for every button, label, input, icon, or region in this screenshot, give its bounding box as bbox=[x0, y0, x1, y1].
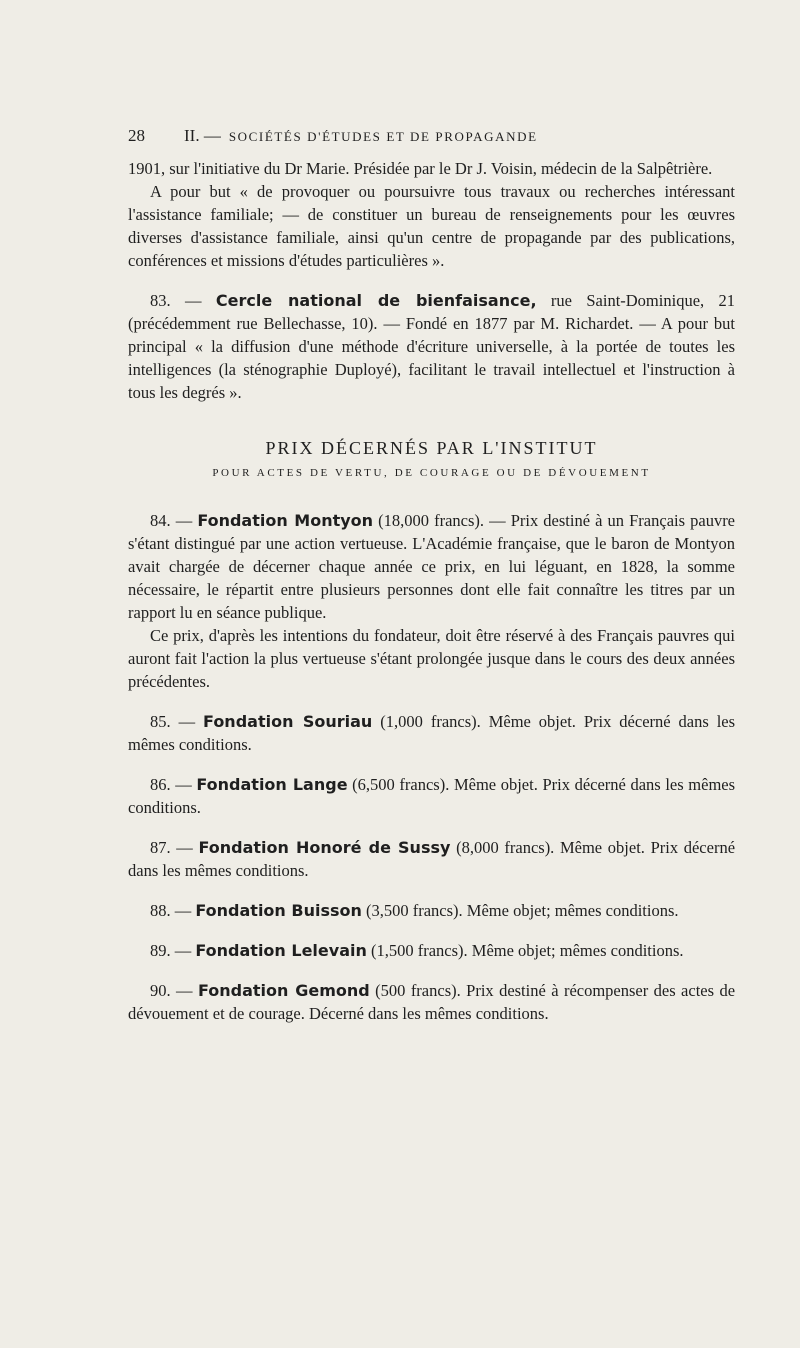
entry-number: 88. — bbox=[150, 901, 192, 920]
entry-88 bbox=[128, 899, 735, 922]
entry-text: (18,000 francs). — Prix destiné à un Français pauvre s'étant distingué par une action vertueuse. L'Académie française, que le baron de Montyon avait chargée de décerner chaque année ce prix, en lui léguant, en 1828, la somme nécessaire, le répartit entre plusieurs personnes dont elle fait connaître les titres par un rapport lu en séance publique. bbox=[128, 511, 736, 622]
page-number: 28 bbox=[128, 126, 145, 145]
entry-number: 89. — bbox=[150, 941, 192, 960]
entry-text: (1,500 francs). Même objet; mêmes conditions. bbox=[366, 941, 684, 960]
entry-name: Fondation Lelevain bbox=[195, 941, 367, 960]
entry-89 bbox=[128, 939, 735, 962]
entry-85 bbox=[128, 710, 735, 756]
entry-83 bbox=[128, 289, 735, 404]
entry-text: (8,000 francs). Même objet. Prix décerné dans les mêmes conditions. bbox=[128, 838, 736, 880]
entry-text: (3,500 francs). Même objet; mêmes conditions. bbox=[361, 901, 679, 920]
entry-name: Fondation Honoré de Sussy bbox=[198, 838, 451, 857]
section-subtitle: POUR ACTES DE VERTU, DE COURAGE OU DE DÉVOUEMENT bbox=[212, 467, 651, 479]
entry-90 bbox=[128, 979, 735, 1025]
entry-84 bbox=[128, 509, 735, 624]
entry-number: 83. — bbox=[150, 291, 202, 310]
entry-text: (500 francs). Prix destiné à récompenser des actes de dévouement et de courage. Décerné dans les mêmes conditions. bbox=[128, 981, 736, 1023]
intro-paragraph-1: 1901, sur l'initiative du Dr Marie. Présidée par le Dr J. Voisin, médecin de la Salpêtrière. bbox=[128, 159, 713, 178]
entry-name: Cercle national de bienfaisance, bbox=[215, 291, 537, 310]
entry-number: 87. — bbox=[150, 838, 193, 857]
header-title: SOCIÉTÉS D'ÉTUDES ET DE PROPAGANDE bbox=[228, 129, 538, 144]
entry-name: Fondation Lange bbox=[196, 775, 348, 794]
entry-text: rue Saint-Dominique, 21 (précédemment rue Bellechasse, 10). — Fondé en 1877 par M. Richardet. — A pour but principal « la diffusion d'une méthode d'écriture universelle, à la portée de toutes les intelligences (la sténographie Duployé), facilitant le travail intellectuel et l'instruction à tous les degrés ». bbox=[128, 291, 736, 402]
entry-name: Fondation Buisson bbox=[195, 901, 362, 920]
entry-number: 84. — bbox=[150, 511, 193, 530]
entry-number: 85. — bbox=[150, 712, 196, 731]
entry-name: Fondation Souriau bbox=[203, 712, 373, 731]
entry-87 bbox=[128, 836, 735, 882]
entry-number: 90. — bbox=[150, 981, 193, 1000]
entry-name: Fondation Gemond bbox=[197, 981, 370, 1000]
section-title: PRIX DÉCERNÉS PAR L'INSTITUT bbox=[265, 438, 598, 458]
entry-84-continuation: Ce prix, d'après les intentions du fondateur, doit être réservé à des Français pauvres qui auront fait l'action la plus vertueuse s'étant prolongée jusque dans le cours des deux années précédentes. bbox=[128, 626, 735, 691]
entry-name: Fondation Montyon bbox=[197, 511, 374, 530]
part-number: II. — bbox=[184, 126, 221, 145]
entry-text: (6,500 francs). Même objet. Prix décerné dans les mêmes conditions. bbox=[128, 775, 736, 817]
intro-paragraph-2: A pour but « de provoquer ou poursuivre tous travaux ou recherches intéressant l'assistance familiale; — de constituer un bureau de renseignements pour les œuvres diverses d'assistance familiale, ainsi qu'un centre de propagande par des publications, conférences et missions d'études particulières ». bbox=[128, 182, 735, 270]
entry-number: 86. — bbox=[150, 775, 192, 794]
entry-text: (1,000 francs). Même objet. Prix décerné dans les mêmes conditions. bbox=[128, 712, 736, 754]
document-page bbox=[128, 126, 735, 1025]
entry-86 bbox=[128, 773, 735, 819]
running-header bbox=[128, 126, 735, 146]
